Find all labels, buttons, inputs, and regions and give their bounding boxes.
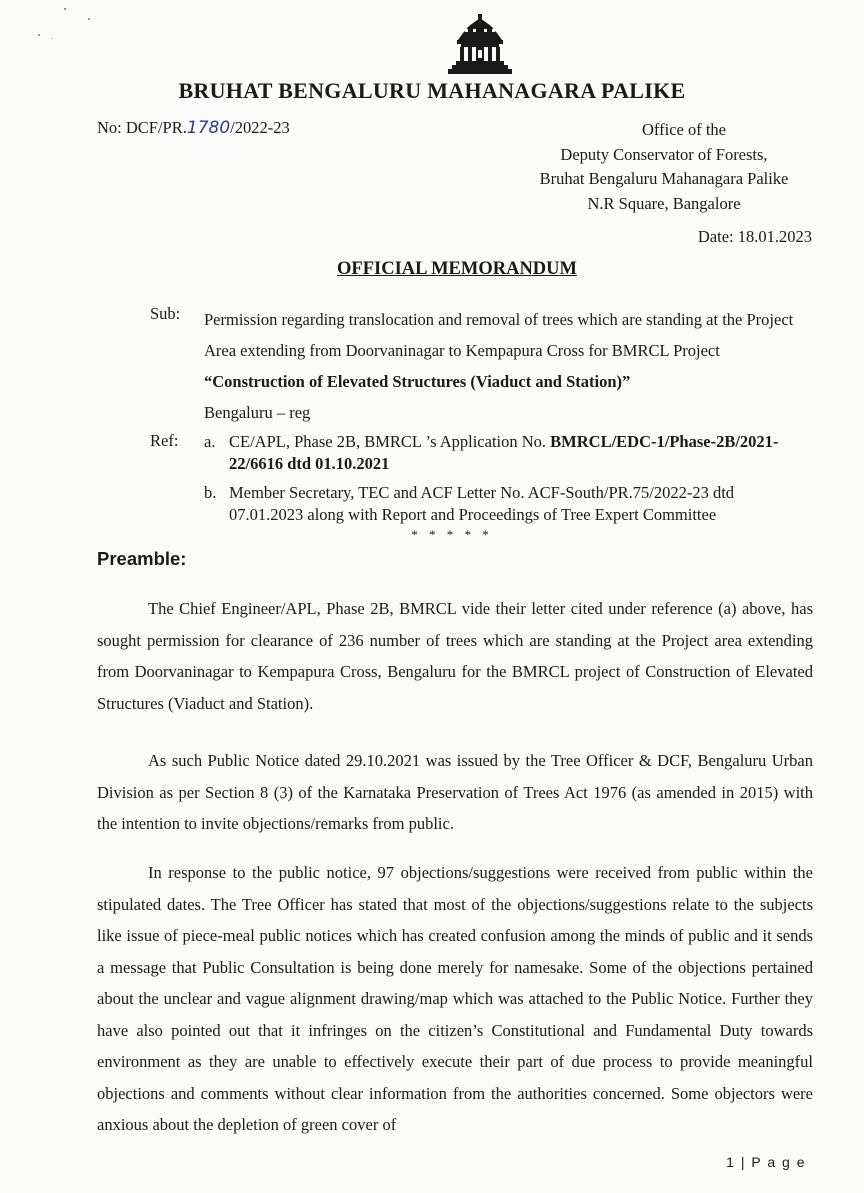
reference-marker: a. xyxy=(204,432,216,451)
scan-speck xyxy=(38,34,40,36)
office-line: Office of the xyxy=(642,120,726,139)
memo-date: Date: 18.01.2023 xyxy=(697,227,812,246)
reference-number-prefix: No: DCF/PR. xyxy=(97,118,187,137)
scan-speck xyxy=(88,18,90,20)
office-line: Bruhat Bengaluru Mahanagara Palike xyxy=(539,169,789,188)
reference-number xyxy=(97,118,290,138)
preamble-paragraph: The Chief Engineer/APL, Phase 2B, BMRCL vide their letter cited under reference (a) above, has sought permission for clearance of 236 number of trees which are standing at the Project area extending from Doorvaninagar to Kempapura Cross, Bengaluru for the BMRCL project of Construction of Elevated Structures (Viaduct and Station). xyxy=(97,599,813,713)
office-line: N.R Square, Bangalore xyxy=(587,193,741,213)
reference-number-suffix: /2022-23 xyxy=(230,118,290,137)
subject-text-part: Bengaluru – reg xyxy=(204,403,311,422)
office-line: Deputy Conservator of Forests, xyxy=(560,144,768,164)
reference-item-b xyxy=(204,482,804,526)
preamble-heading: Preamble: xyxy=(97,548,187,569)
subject-text-part: Permission regarding translocation and removal of trees which are standing at the Project Area extending from Doorvaninagar to Kempapura Cross for BMRCL Project xyxy=(204,310,794,360)
reference-text xyxy=(204,431,804,475)
organization-title: BRUHAT BENGALURU MAHANAGARA PALIKE xyxy=(178,78,686,103)
page-number: 1 | P a g e xyxy=(726,1154,806,1170)
reference-marker: b. xyxy=(204,483,217,502)
reference-label: Ref: xyxy=(150,431,179,450)
scan-speck xyxy=(52,38,53,39)
reference-number-handwritten: 1780 xyxy=(186,118,231,138)
preamble-paragraph: In response to the public notice, 97 objections/suggestions were received from public within the stipulated dates. The Tree Officer has stated that most of the objections/suggestions relate to the subjects like issue of piece-meal public notices which has created confusion among the minds of public and it sends a message that Public Consultation is being done merely for namesake. Some of the objections pertained about the unclear and vague alignment drawing/map which was attached to the Public Notice. Further they have also pointed out that it infringes on the citizen’s Constitutional and Fundamental Duty towards environment as they are unable to effectively execute their part of due process to provide meaningful objections and comments without clear information from the authorities concerned. Some objectors were anxious about the depletion of green cover of xyxy=(97,863,813,1134)
preamble-paragraph: As such Public Notice dated 29.10.2021 was issued by the Tree Officer & DCF, Bengaluru Urban Division as per Section 8 (3) of the Karnataka Preservation of Trees Act 1976 (as amended in 2015) with the intention to invite objections/remarks from public. xyxy=(97,751,813,833)
office-address xyxy=(514,118,814,216)
reference-application-number: BMRCL/EDC-1/Phase-2B/2021-22/6616 dtd 01.10.2021 xyxy=(229,432,779,473)
section-separator: * * * * * xyxy=(411,527,493,542)
reference-item-a xyxy=(204,431,804,475)
karnataka-emblem-icon xyxy=(447,14,513,76)
memo-title: OFFICIAL MEMORANDUM xyxy=(337,259,577,279)
scan-speck xyxy=(64,8,66,10)
reference-text-part: CE/APL, Phase 2B, BMRCL ’s Application No. xyxy=(229,432,551,451)
subject-label: Sub: xyxy=(150,304,181,323)
subject-text xyxy=(204,304,804,428)
reference-text: Member Secretary, TEC and ACF Letter No. ACF-South/PR.75/2022-23 dtd 07.01.2023 along with Report and Proceedings of Tree Expert Committee xyxy=(229,483,735,524)
subject-project-title: “Construction of Elevated Structures (Viaduct and Station)” xyxy=(204,372,631,391)
